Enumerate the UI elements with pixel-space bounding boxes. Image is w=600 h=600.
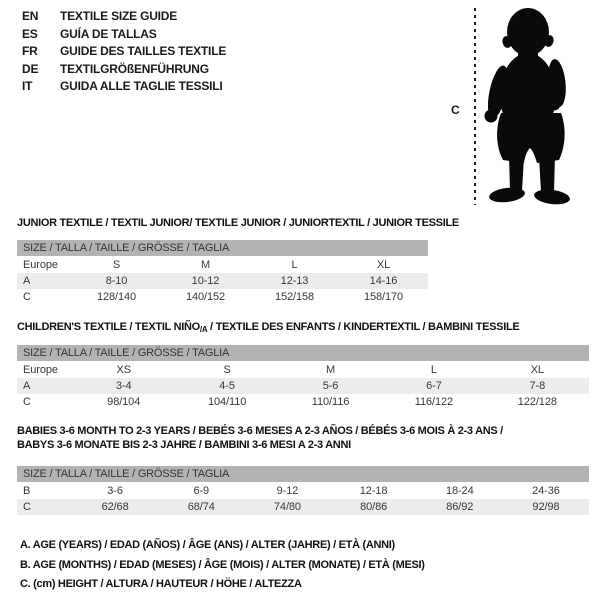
height-cell: 74/80 — [273, 501, 301, 513]
table-row-height — [17, 394, 589, 410]
language-row-es — [22, 26, 226, 44]
size-cell: L — [430, 364, 437, 376]
language-label: TEXTILGRÖßENFÜHRUNG — [60, 61, 209, 76]
footnote-b: B. AGE (MONTHS) / EDAD (MESES) / ÂGE (MOIS) / ALTER (MONATE) / ETÀ (MESI) — [20, 558, 425, 571]
language-label: GUÍA DE TALLAS — [60, 26, 157, 41]
height-cell: 110/116 — [311, 396, 350, 408]
table-row-europe — [17, 362, 589, 378]
height-cell: 92/98 — [532, 501, 560, 513]
row-label: C — [23, 291, 31, 303]
legend-footnotes — [20, 536, 425, 595]
row-label: B — [23, 485, 31, 497]
baby-silhouette — [484, 5, 574, 205]
age-cell: 14-16 — [369, 275, 398, 287]
language-code: ES — [22, 26, 38, 41]
size-cell: M — [200, 259, 211, 271]
language-code: IT — [22, 79, 33, 93]
height-cell: 152/158 — [274, 291, 315, 303]
age-cell: 8-10 — [105, 275, 128, 287]
age-cell: 7-8 — [529, 380, 546, 392]
height-cell: 128/140 — [96, 291, 137, 303]
language-code: FR — [22, 44, 38, 58]
size-cell: XS — [116, 364, 131, 376]
size-cell: XL — [530, 364, 544, 376]
height-cell: 80/86 — [360, 501, 388, 513]
language-label: TEXTILE SIZE GUIDE — [60, 9, 178, 23]
row-label: Europe — [23, 259, 58, 271]
table-row-europe — [17, 257, 428, 273]
age-cell: 4-5 — [219, 380, 235, 392]
size-cell: L — [291, 259, 298, 271]
height-cell: 158/170 — [363, 291, 404, 303]
size-header-bar: SIZE / TALLA / TAILLE / GRÖSSE / TAGLIA — [17, 345, 589, 361]
age-cell: 12-13 — [280, 275, 309, 287]
age-cell: 6-7 — [426, 380, 442, 392]
language-code: DE — [22, 61, 39, 76]
footnote-a: A. AGE (YEARS) / EDAD (AÑOS) / ÂGE (ANS) / ALTER (JAHRE) / ETÀ (ANNI) — [20, 539, 395, 551]
babies-title-line1: BABIES 3-6 MONTH TO 2-3 YEARS / BEBÉS 3-6 MESES A 2-3 AÑOS / BÉBÉS 3-6 MOIS À 2-3 ANS / — [17, 425, 503, 437]
language-row-en — [22, 8, 226, 26]
height-measure-label: C — [451, 103, 460, 117]
footnote-c: C. (cm) HEIGHT / ALTURA / HAUTEUR / HÖHE / ALTEZZA — [20, 578, 302, 590]
row-label: Europe — [23, 364, 58, 376]
size-cell: S — [223, 364, 231, 376]
age-cell: 3-4 — [115, 380, 132, 392]
size-header-bar: SIZE / TALLA / TAILLE / GRÖSSE / TAGLIA — [17, 240, 428, 256]
junior-textile-title: JUNIOR TEXTILE / TEXTIL JUNIOR/ TEXTILE JUNIOR / JUNIORTEXTIL / JUNIOR TESSILE — [17, 217, 459, 229]
title-main: CHILDREN'S TEXTILE / TEXTIL NIÑO — [17, 321, 200, 333]
babies-title-line2: BABYS 3-6 MONATE BIS 2-3 JAHRE / BAMBINI 3-6 MESI A 2-3 ANNI — [17, 439, 351, 451]
height-cell: 62/68 — [101, 501, 129, 513]
babies-title — [17, 424, 503, 452]
table-row-height — [17, 499, 589, 515]
height-cell: 104/110 — [207, 396, 247, 408]
age-cell: 5-6 — [322, 380, 339, 392]
row-label: A — [23, 275, 31, 287]
age-cell: 12-18 — [359, 485, 388, 497]
size-cell: S — [112, 259, 121, 271]
table-row-age — [17, 273, 428, 289]
table-row-height — [17, 289, 428, 305]
row-label: C — [23, 501, 31, 513]
junior-textile-table — [17, 240, 428, 305]
age-cell: 6-9 — [193, 485, 210, 497]
height-cell: 68/74 — [187, 501, 215, 513]
height-cell: 140/152 — [185, 291, 226, 303]
age-cell: 18-24 — [445, 485, 474, 497]
title-rest: / TEXTILE DES ENFANTS / KINDERTEXTIL / BAMBINI TESSILE — [207, 321, 520, 333]
language-code: EN — [22, 9, 39, 23]
height-cell: 98/104 — [107, 396, 141, 408]
language-row-fr — [22, 43, 226, 61]
row-label: C — [23, 396, 31, 408]
age-cell: 9-12 — [276, 485, 299, 497]
height-cell: 86/92 — [446, 501, 474, 513]
language-row-it — [22, 78, 226, 96]
language-label: GUIDA ALLE TAGLIE TESSILI — [60, 79, 223, 93]
height-cell: 116/122 — [414, 396, 454, 408]
language-row-de — [22, 61, 226, 79]
language-label: GUIDE DES TAILLES TEXTILE — [60, 44, 227, 58]
table-row-age-months — [17, 483, 589, 499]
age-cell: 3-6 — [107, 485, 123, 497]
row-label: A — [23, 380, 31, 392]
height-cell: 122/128 — [517, 396, 557, 408]
language-header — [22, 8, 226, 96]
title-subscript: /A — [199, 325, 208, 334]
size-cell: M — [325, 364, 336, 376]
age-cell: 10-12 — [191, 275, 220, 287]
height-measure-dashed-line — [474, 8, 476, 205]
table-row-age — [17, 378, 589, 394]
childrens-textile-title — [17, 320, 519, 337]
size-header-bar: SIZE / TALLA / TAILLE / GRÖSSE / TAGLIA — [17, 466, 589, 482]
childrens-textile-table — [17, 345, 589, 410]
size-cell: XL — [376, 259, 391, 271]
babies-table — [17, 466, 589, 515]
age-cell: 24-36 — [532, 485, 560, 497]
